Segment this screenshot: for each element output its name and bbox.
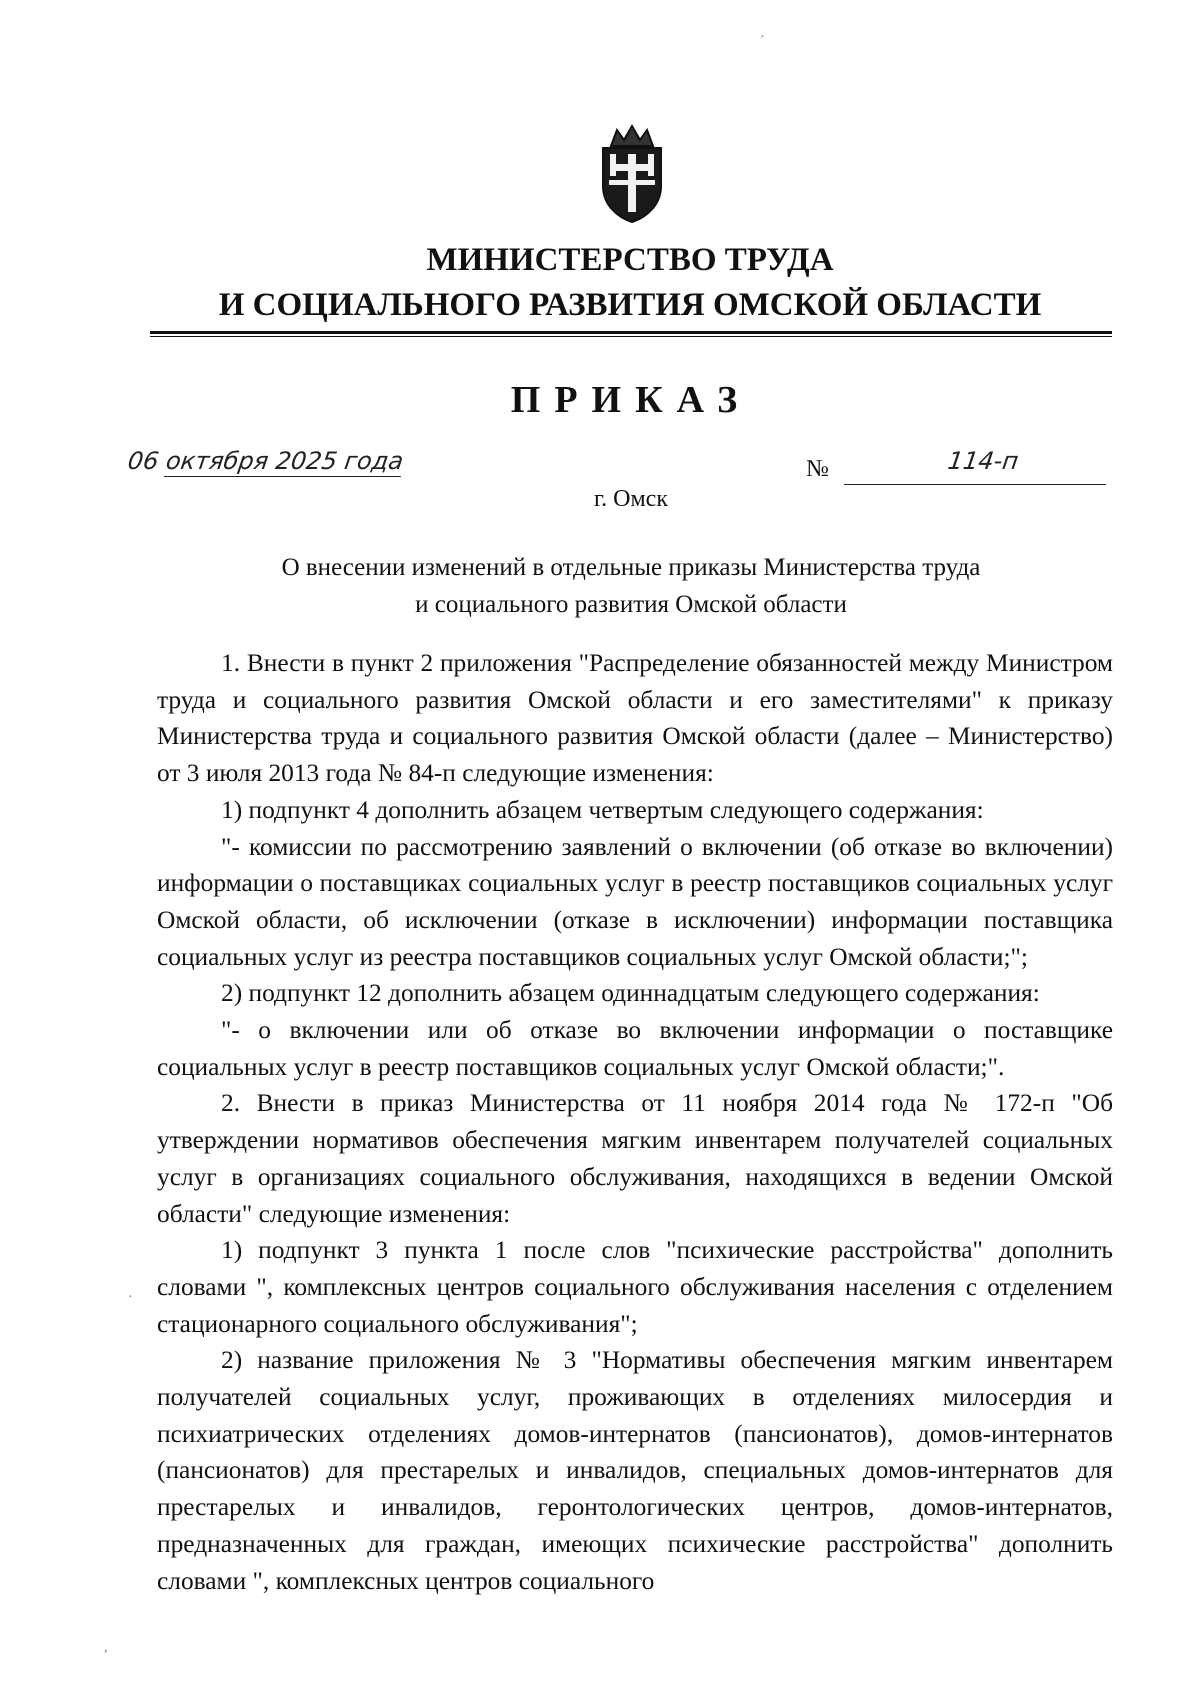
header-rule-thick — [150, 331, 1112, 334]
paragraph-2-1: 1) подпункт 3 пункта 1 после слов "психические расстройства" дополнить словами ", комплексных центров социального обслуживания населения с отделением стационарного социального обслуживания"; — [157, 1236, 1113, 1338]
omsk-coat-of-arms-icon — [593, 124, 671, 224]
document-date — [126, 447, 405, 475]
paragraph-1: 1. Внести в пункт 2 приложения "Распределение обязанностей между Министром труда и социального развития Омской области и его заместителями" к приказу Министерства труда и социального развития Омской области (далее – Министерство) от 3 июля 2013 года № 84-п следующие изменения: — [157, 649, 1113, 788]
order-subject — [150, 549, 1112, 623]
paragraph-1-1-quote: "- комиссии по рассмотрению заявлений о включении (об отказе во включении) информации о поставщиках социальных услуг в реестр поставщиков социальных услуг Омской области, об исключении (отказе в исключении) информации поставщика социальных услуг из реестра поставщиков социальных услуг Омской области;"; — [157, 832, 1113, 971]
paragraph-2: 2. Внести в приказ Министерства от 11 ноября 2014 года № 172-п "Об утверждении нормативов обеспечения мягким инвентарем получателей социальных услуг в организациях социального обслуживания, находящихся в ведении Омской области" следующие изменения: — [157, 1089, 1113, 1228]
document-number: 114-п — [946, 447, 1021, 475]
paragraph-2-2: 2) название приложения № 3 "Нормативы обеспечения мягким инвентарем получателей социальных услуг, проживающих в отделениях милосердия и психиатрических отделениях домов-интернатов (пансионатов), домов-интернатов (пансионатов) для престарелых и инвалидов, специальных домов-интернатов для престарелых и инвалидов, геронтологических центров, домов-интернатов, предназначенных для граждан, имеющих психические расстройства" дополнить словами ", комплексных центров социального — [157, 1346, 1113, 1595]
paragraph-1-2-quote: "- о включении или об отказе во включении информации о поставщике социальных услуг в реестр поставщиков социальных услуг Омской области;". — [157, 1016, 1113, 1081]
ministry-line-2: И СОЦИАЛЬНОГО РАЗВИТИЯ ОМСКОЙ ОБЛАСТИ — [218, 287, 1042, 323]
city: г. Омск — [594, 486, 668, 512]
subject-line-2: и социального развития Омской области — [415, 591, 847, 618]
order-body — [157, 645, 1113, 1599]
paragraph-1-2: 2) подпункт 12 дополнить абзацем одиннадцатым следующего содержания: — [221, 979, 1040, 1008]
scan-speck: · — [128, 1290, 133, 1305]
number-label: № — [806, 456, 829, 482]
header-rule-thin — [150, 336, 1112, 337]
document-type-title: ПРИКАЗ — [510, 379, 752, 421]
scan-speck: , — [104, 1640, 108, 1655]
ministry-name — [150, 238, 1110, 328]
date-month-year: октября 2025 года — [164, 447, 406, 475]
subject-line-1: О внесении изменений в отдельные приказы Министерства труда — [281, 554, 981, 581]
ministry-line-1: МИНИСТЕРСТВО ТРУДА — [426, 242, 834, 278]
paragraph-1-1: 1) подпункт 4 дополнить абзацем четвертым следующего содержания: — [221, 795, 984, 824]
number-underline — [844, 484, 1106, 485]
date-day: 06 — [126, 447, 161, 475]
scan-speck: ´ — [760, 34, 765, 49]
